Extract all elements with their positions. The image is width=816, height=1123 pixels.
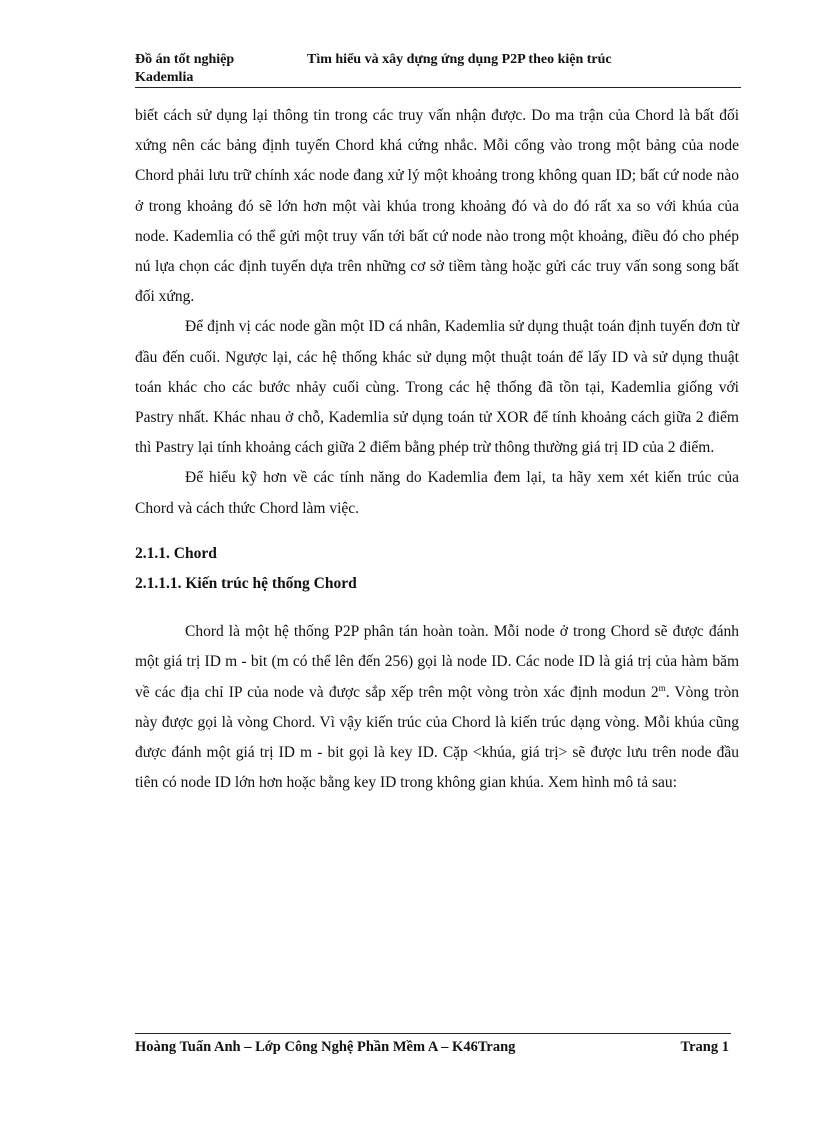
header-divider	[135, 87, 741, 88]
page-footer	[135, 1039, 729, 1056]
page-header	[135, 50, 741, 86]
paragraph-1: biết cách sử dụng lại thông tin trong các truy vấn nhận được. Do ma trận của Chord là bất đối xứng nên các bảng định tuyến Chord khá cứng nhắc. Mỗi cổng vào trong một bảng của node Chord phải lưu trữ chính xác node đang xử lý một khoảng trong không quan ID; bất cứ node nào ở trong khoảng đó sẽ lớn hơn một vài khúa trong khoảng đó và do đó rất xa so với khúa của node. Kademlia có thể gửi một truy vấn tới bất cứ node nào trong một khoảng, điều đó cho phép nú lựa chọn các định tuyến dựa trên những cơ sở tiềm tàng hoặc gửi các truy vấn song song bất đối xứng.	[135, 107, 739, 306]
subsection-heading: 2.1.1.1. Kiến trúc hệ thống Chord	[135, 575, 357, 593]
paragraph-4-part-2: . Vòng tròn này được gọi là vòng Chord. Vì vậy kiến trúc của Chord là kiến trúc dạng vòng. Mỗi khúa cũng được đánh một giá trị ID m - bit gọi là key ID. Cặp <khúa, giá trị> sẽ được lưu trên node đầu tiên có node ID lớn hơn hoặc bằng key ID trong không gian khúa. Xem hình mô tả sau:	[135, 683, 739, 792]
page-body	[135, 101, 739, 798]
paragraph-2: Để định vị các node gần một ID cá nhân, Kademlia sử dụng thuật toán định tuyến đơn từ đầu đến cuối. Ngược lại, các hệ thống khác sử dụng một thuật toán để lấy ID và sử dụng thuật toán khác cho các bước nhảy cuối cùng. Trong các hệ thống đã tồn tại, Kademlia giống với Pastry nhất. Khác nhau ở chỗ, Kademlia sử dụng toán tử XOR để tính khoảng cách giữa 2 điểm thì Pastry lại tính khoảng cách giữa 2 điểm bằng phép trừ thông thường giá trị ID của 2 điểm.	[135, 318, 739, 457]
superscript-m: m	[658, 682, 666, 693]
header-document-title: Tìm hiểu và xây dựng ứng dụng P2P theo kiện trúc	[307, 52, 612, 67]
footer-author: Hoàng Tuấn Anh – Lớp Công Nghệ Phần Mềm A – K46Trang	[135, 1039, 516, 1055]
paragraph-4-part-1: Chord là một hệ thống P2P phân tán hoàn toàn. Mỗi node ở trong Chord sẽ được đánh một giá trị ID m - bit (m có thể lên đến 256) gọi là node ID. Các node ID là giá trị của hàm băm về các địa chỉ IP của node và được sắp xếp trên một vòng tròn xác định modun 2	[135, 623, 739, 701]
header-document-title-cont: Kademlia	[135, 70, 194, 85]
header-document-type: Đồ án tốt nghiệp	[135, 52, 235, 67]
header-row	[135, 50, 741, 69]
paragraph-3: Để hiểu kỹ hơn về các tính năng do Kademlia đem lại, ta hãy xem xét kiến trúc của Chord và cách thức Chord làm việc.	[135, 469, 739, 517]
footer-divider	[135, 1033, 731, 1034]
section-heading: 2.1.1. Chord	[135, 544, 217, 562]
page-number: Trang 1	[680, 1039, 729, 1055]
paragraph-4	[135, 617, 739, 798]
